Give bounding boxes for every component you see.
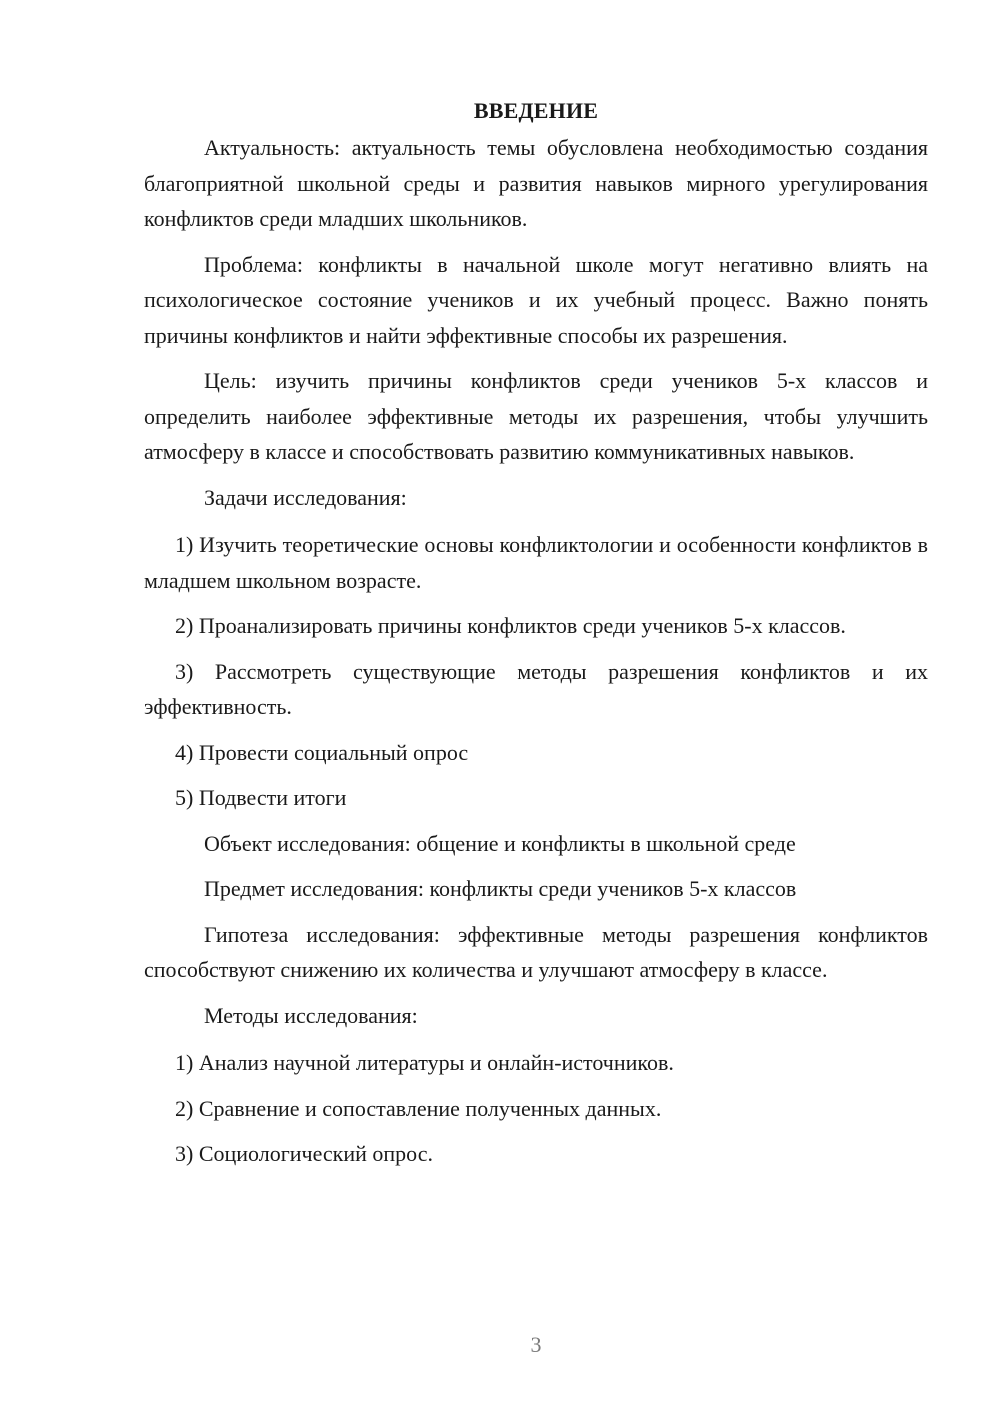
problem-paragraph: Проблема: конфликты в начальной школе могут негативно влиять на психологическое состояние учеников и их учебный процесс. Важно понять причины конфликтов и найти эффективные способы их разрешения. [144, 251, 928, 348]
page-title: ВВЕДЕНИЕ [473, 98, 599, 123]
page-number: 3 [530, 1332, 542, 1357]
task-item: 2) Проанализировать причины конфликтов среди учеников 5-х классов. [175, 613, 846, 638]
methods-heading: Методы исследования: [204, 1002, 418, 1028]
method-item: 2) Сравнение и сопоставление полученных данных. [175, 1095, 662, 1121]
task-item: 5) Подвести итоги [175, 785, 347, 810]
task-item: 3) Рассмотреть существующие методы разрешения конфликтов и их эффективность. [144, 658, 928, 719]
relevance-paragraph: Актуальность: актуальность темы обусловлена необходимостью создания благоприятной школьной среды и развития навыков мирного урегулирования конфликтов среди младших школьников. [144, 135, 928, 231]
page-content [144, 96, 928, 1182]
task-item: 4) Провести социальный опрос [175, 739, 469, 765]
tasks-heading: Задачи исследования: [204, 484, 407, 510]
goal-paragraph: Цель: изучить причины конфликтов среди учеников 5-х классов и определить наиболее эффективные методы их разрешения, чтобы улучшить атмосферу в классе и способствовать развитию коммуникативных навыков. [144, 368, 928, 464]
hypothesis-paragraph: Гипотеза исследования: эффективные методы разрешения конфликтов способствуют снижению их количества и улучшают атмосферу в классе. [144, 921, 928, 982]
task-item: 1) Изучить теоретические основы конфликтологии и особенности конфликтов в младшем школьном возрасте. [144, 532, 928, 593]
method-item: 3) Социологический опрос. [175, 1141, 433, 1166]
object-paragraph: Объект исследования: общение и конфликты в школьной среде [204, 830, 796, 856]
method-item: 1) Анализ научной литературы и онлайн-источников. [175, 1050, 674, 1075]
subject-paragraph: Предмет исследования: конфликты среди учеников 5-х классов [204, 876, 797, 901]
